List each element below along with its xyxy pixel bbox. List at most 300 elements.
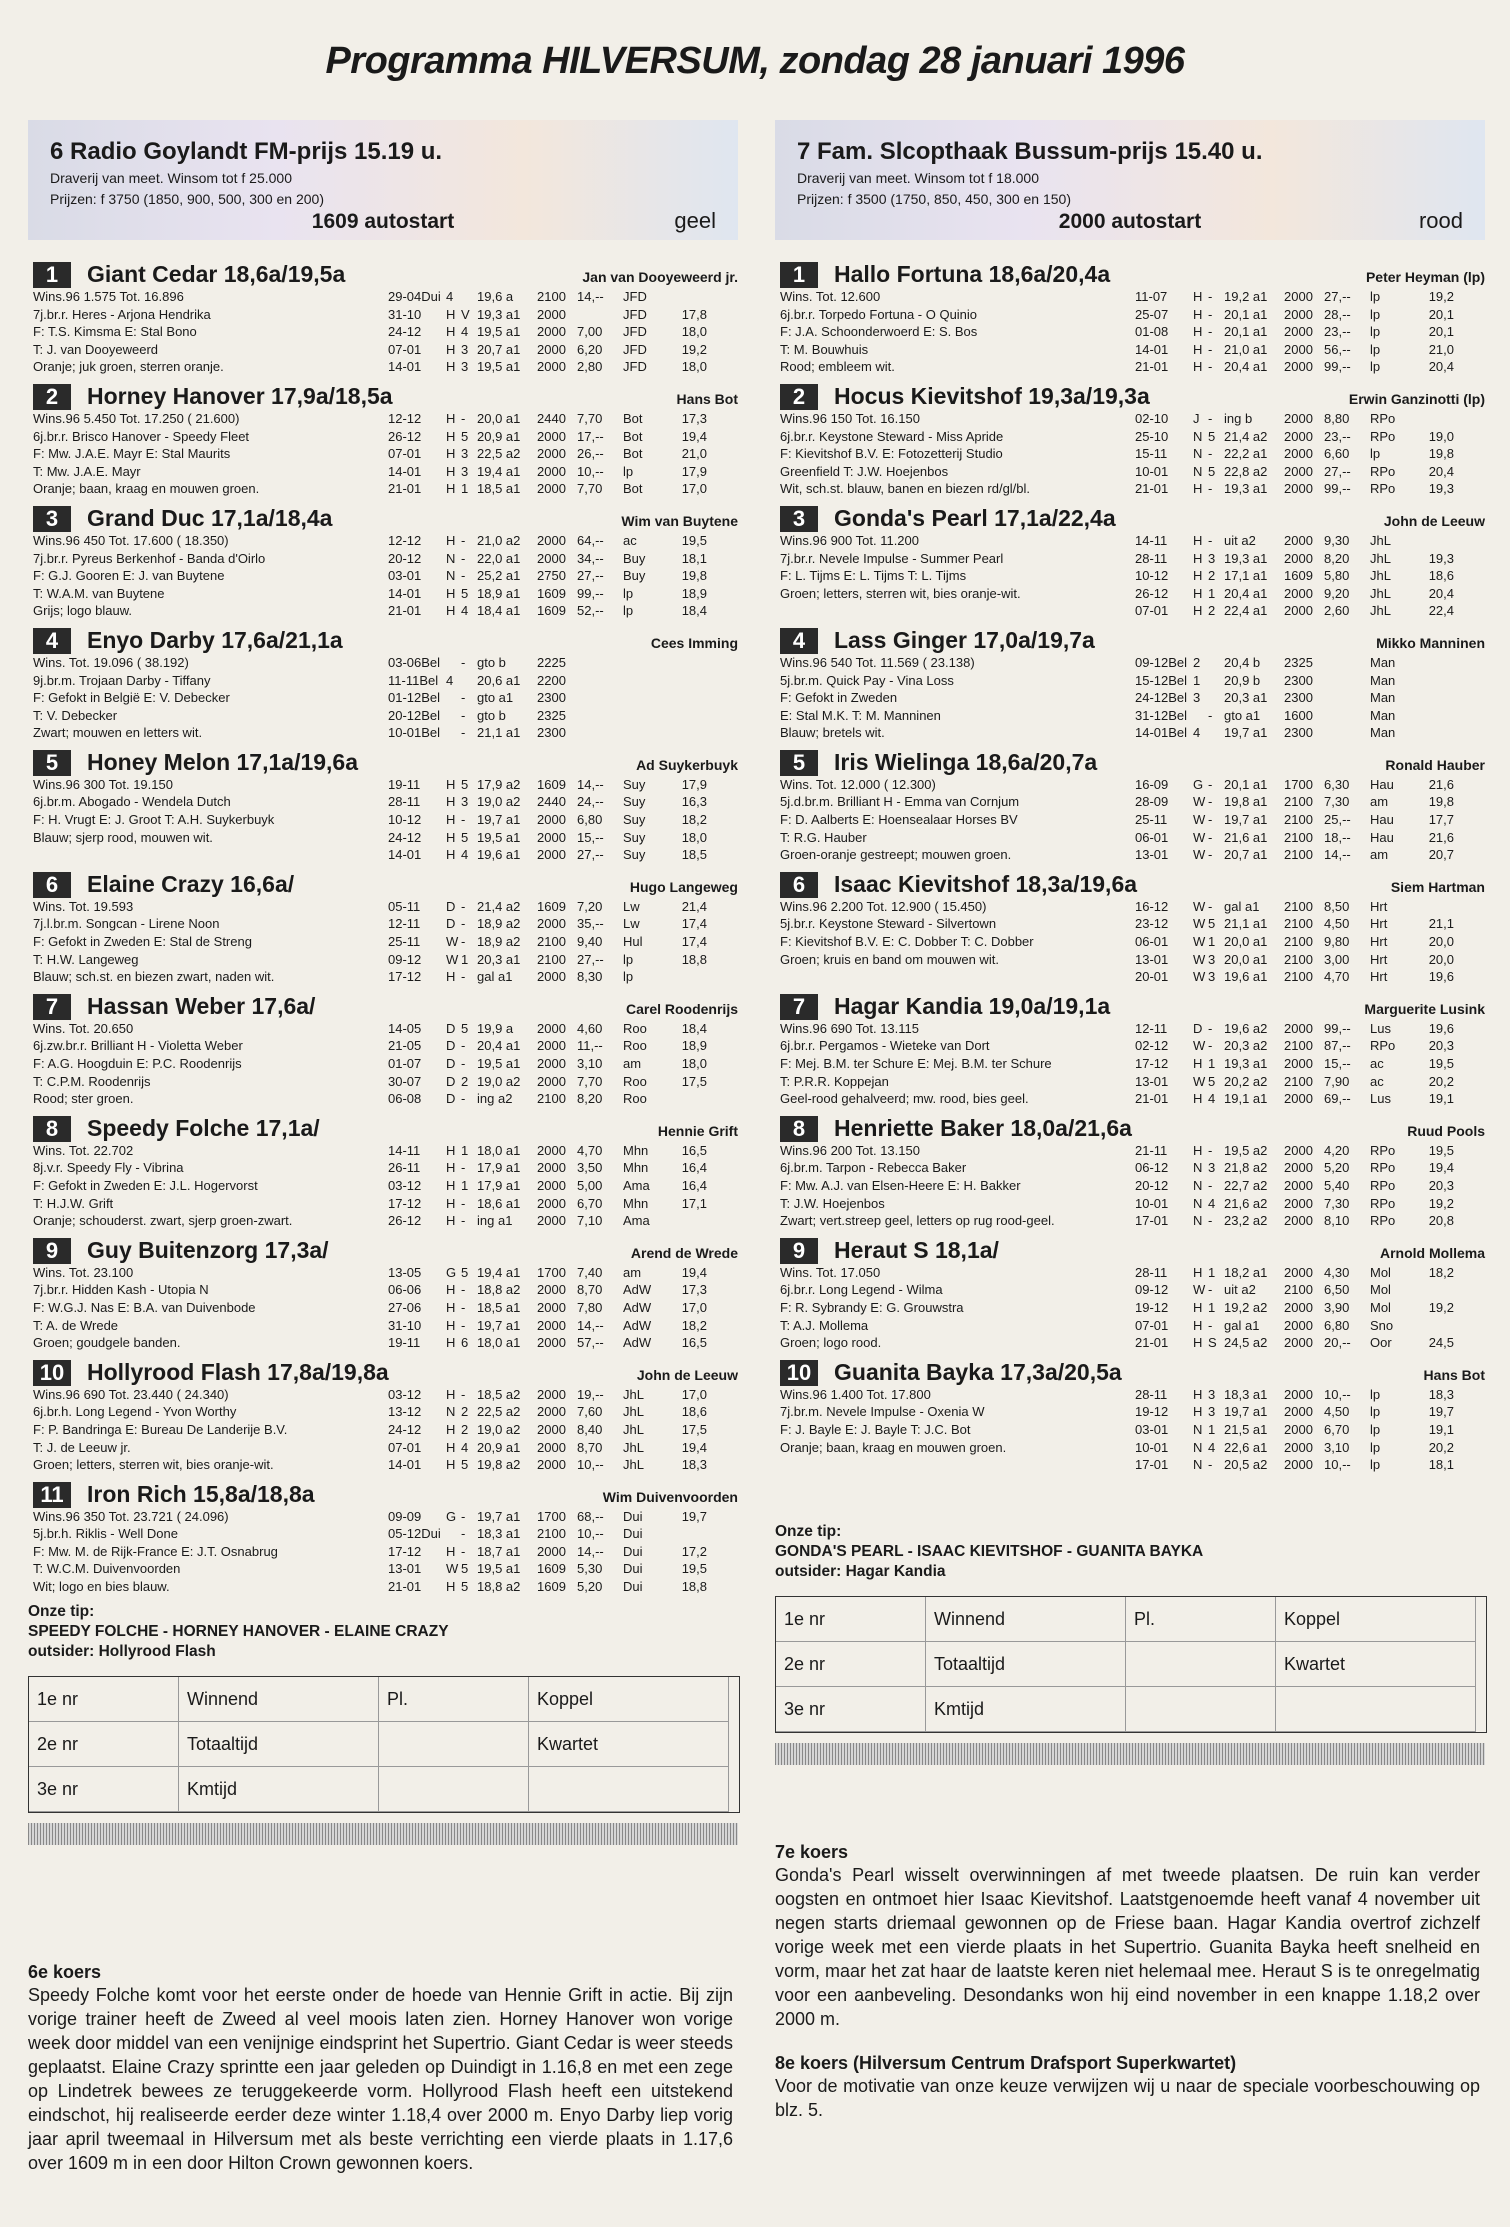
form-row	[388, 829, 738, 847]
horse-info	[28, 288, 388, 376]
form-cell: gal a1	[1224, 898, 1260, 914]
bet-pl-field[interactable]: Pl.	[1126, 1597, 1276, 1642]
form-cell: 2100	[1284, 934, 1313, 950]
form-cell: 19,6 a1	[1224, 969, 1268, 985]
form-cell	[667, 672, 707, 690]
form-cell: H	[446, 359, 456, 375]
form-cell: lp	[1370, 1386, 1381, 1402]
form-cell	[577, 724, 623, 742]
form-cell: 20,3	[1428, 1038, 1454, 1054]
horse-trainer: Wim van Buytene	[621, 512, 738, 529]
form-cell: 2100	[1284, 1038, 1313, 1054]
horse-number-badge: 1	[33, 262, 71, 288]
form-cell: 2000	[537, 1020, 566, 1036]
form-cell: 3	[1208, 1386, 1216, 1402]
form-cell: H	[1193, 1386, 1203, 1402]
form-cell: -	[461, 1195, 466, 1211]
horse-header	[775, 258, 1485, 288]
form-cell: H	[446, 1299, 456, 1315]
form-cell: 06-12	[1135, 1160, 1169, 1176]
race-7-column	[775, 120, 1485, 1765]
horse-info-line: T: R.G. Hauber	[780, 829, 867, 845]
form-cell: 4	[461, 324, 469, 340]
form-cell: JhL	[1370, 585, 1391, 601]
form-cell: 34,--	[577, 550, 604, 566]
form-cell: 19,6 a1	[477, 847, 521, 863]
form-cell: -	[461, 1160, 466, 1176]
form-cell: ac	[623, 532, 637, 548]
form-cell: gto a1	[1224, 707, 1261, 723]
form-cell: 17,7	[1428, 812, 1454, 828]
form-cell: 17,9	[681, 776, 707, 792]
form-cell: 24-12	[388, 324, 422, 340]
form-cell: am	[623, 1264, 642, 1280]
form-cell: 2000	[537, 1457, 566, 1473]
horse-info-line: 7j.br.r. Heres - Arjona Hendrika	[33, 306, 211, 322]
form-cell: 20,4 a1	[1224, 359, 1268, 375]
form-cell: 2	[1208, 603, 1216, 619]
form-cell: 5	[461, 1020, 469, 1036]
form-cell: 28-11	[388, 794, 421, 810]
form-cell: 10,--	[577, 1526, 604, 1542]
form-cell: 18,2	[1428, 1264, 1454, 1280]
horse-entry	[775, 624, 1485, 742]
form-row	[1135, 1142, 1485, 1160]
form-cell: lp	[1370, 1404, 1381, 1420]
form-cell: 19,--	[577, 1386, 604, 1402]
form-cell: 18,4	[681, 603, 707, 619]
form-cell: 14,--	[577, 1543, 604, 1559]
horse-entry	[775, 1356, 1485, 1474]
horse-info-line: T: J. van Dooyeweerd	[33, 341, 159, 357]
horse-number-badge: 2	[33, 384, 71, 410]
horse-info-line: 8j.v.r. Speedy Fly - Vibrina	[33, 1160, 184, 1176]
form-cell: 25-10	[1135, 428, 1169, 444]
form-cell: Suy	[623, 776, 646, 792]
form-cell: 19,2	[681, 341, 707, 357]
form-cell	[577, 672, 623, 690]
form-cell: RPo	[1370, 1142, 1396, 1158]
form-cell: JhL	[1370, 550, 1391, 566]
horse-info-line: F: Mw. A.J. van Elsen-Heere E: H. Bakker	[780, 1177, 1021, 1193]
horse-form-table	[388, 1142, 738, 1230]
form-cell: -	[461, 934, 466, 950]
form-cell: -	[461, 654, 466, 670]
form-cell: Roo	[623, 1038, 647, 1054]
form-cell: 3	[1208, 969, 1216, 985]
form-cell: 13-01	[388, 1561, 422, 1577]
form-row	[388, 1020, 738, 1038]
form-cell: H	[446, 585, 456, 601]
form-row	[388, 480, 738, 498]
form-row	[388, 1508, 738, 1526]
horse-info-line: Zwart; mouwen en letters wit.	[33, 725, 203, 741]
form-cell	[667, 288, 707, 306]
form-row	[1135, 1299, 1485, 1317]
form-cell: H	[446, 532, 456, 548]
form-cell: JhL	[1370, 568, 1391, 584]
form-cell: 10,--	[577, 463, 604, 479]
form-cell: 22,5 a2	[477, 446, 521, 462]
horse-info-line: Wins.96 690 Tot. 23.440 ( 24.340)	[33, 1386, 229, 1402]
form-cell: 3,50	[577, 1160, 603, 1176]
form-cell: 4	[461, 603, 469, 619]
form-cell: lp	[1370, 446, 1381, 462]
horse-info	[775, 410, 1135, 498]
form-cell: 18,0	[681, 324, 707, 340]
horse-header	[28, 1478, 738, 1508]
form-cell: 14-01	[388, 359, 422, 375]
form-cell: 19,5	[1428, 1142, 1454, 1158]
form-cell: lp	[1370, 306, 1381, 322]
form-cell: Roo	[623, 1020, 647, 1036]
form-cell: 1609	[537, 898, 566, 914]
bet-kwartet-field[interactable]: Kwartet	[1276, 1642, 1476, 1687]
form-cell: 14-11	[388, 1142, 421, 1158]
form-cell: 22,8 a2	[1224, 463, 1268, 479]
form-cell: 2	[1208, 568, 1216, 584]
horse-info-line: 5j.br.r. Keystone Steward - Silvertown	[780, 916, 997, 932]
form-cell: Suy	[623, 794, 646, 810]
form-cell: W	[1193, 898, 1206, 914]
form-cell: 4	[461, 1439, 469, 1455]
form-cell: lp	[623, 969, 634, 985]
form-cell: 27,--	[577, 568, 604, 584]
form-cell: 2000	[537, 1160, 566, 1176]
form-cell: 21,4	[681, 898, 707, 914]
form-cell: H	[446, 829, 456, 845]
form-cell: 16,4	[681, 1160, 707, 1176]
form-cell: 18,5	[681, 847, 707, 863]
form-cell: 2000	[1284, 1177, 1313, 1193]
form-cell: 25,--	[1324, 812, 1351, 828]
form-cell: 7,10	[577, 1213, 603, 1229]
form-cell	[667, 707, 707, 725]
form-cell: -	[1208, 1457, 1213, 1473]
form-cell	[667, 1525, 707, 1543]
form-cell: AdW	[623, 1299, 652, 1315]
form-cell: 8,80	[1324, 410, 1350, 426]
horse-info-line: Wins.96 1.400 Tot. 17.800	[780, 1386, 931, 1402]
form-cell: 03-12	[388, 1386, 422, 1402]
form-row	[1135, 1281, 1485, 1299]
horse-header	[28, 1234, 738, 1264]
bet-totaaltijd-field[interactable]: Totaaltijd	[926, 1642, 1126, 1687]
horse-info-line: 7j.l.br.m. Songcan - Lirene Noon	[33, 916, 220, 932]
form-cell: 19,7 a1	[477, 1317, 521, 1333]
form-cell: 1700	[537, 1264, 566, 1280]
bet-form	[775, 1596, 1487, 1733]
bet-totaaltijd-field[interactable]: Totaaltijd	[179, 1722, 379, 1767]
form-cell: 5	[461, 1579, 469, 1595]
form-row	[388, 1456, 738, 1474]
form-cell: 2000	[1284, 1160, 1313, 1176]
form-row	[1135, 445, 1485, 463]
tip-outsider: outsider: Hagar Kandia	[775, 1562, 946, 1580]
form-cell: 1	[1208, 1264, 1216, 1280]
form-cell: 20-12Bel	[388, 707, 441, 723]
form-cell	[1208, 724, 1224, 742]
horse-form-table	[388, 654, 738, 742]
form-cell: 24,--	[577, 794, 604, 810]
form-cell: 3	[461, 794, 469, 810]
horse-details	[775, 532, 1485, 620]
form-cell: 15-12Bel	[1135, 672, 1188, 688]
horse-form-table	[1135, 654, 1485, 742]
form-cell: JhL	[623, 1439, 644, 1455]
form-row	[1135, 898, 1485, 916]
horse-info-line: T: M. Bouwhuis	[780, 341, 869, 357]
form-cell: 19,6	[1428, 969, 1454, 985]
form-row	[388, 1073, 738, 1091]
form-cell: -	[461, 1386, 466, 1402]
form-cell	[577, 306, 623, 324]
form-cell	[446, 1525, 461, 1543]
form-cell: Dui	[623, 1561, 643, 1577]
horse-info	[28, 1020, 388, 1108]
form-cell: W	[1193, 1282, 1206, 1298]
form-cell: 12-12	[388, 410, 422, 426]
bet-pl-field[interactable]: Pl.	[379, 1677, 529, 1722]
form-cell: 21-11	[1135, 1142, 1168, 1158]
form-cell: 5	[461, 1561, 469, 1577]
form-cell: 2000	[537, 1421, 566, 1437]
horse-form-table	[388, 410, 738, 498]
form-cell: 20-01	[1135, 969, 1169, 985]
form-cell: 21-01	[388, 603, 422, 619]
form-row	[388, 1055, 738, 1073]
form-cell: 3	[1208, 1160, 1216, 1176]
form-cell: H	[446, 1213, 456, 1229]
form-cell: 2	[1193, 654, 1201, 670]
form-row	[1135, 672, 1485, 690]
horse-info-line: T: A.J. Mollema	[780, 1317, 869, 1333]
form-cell: 21,0	[1428, 341, 1454, 357]
form-cell: 19,7 a1	[477, 1508, 521, 1524]
horse-number-badge: 3	[33, 506, 71, 532]
horse-header	[28, 990, 738, 1020]
form-cell: -	[461, 812, 466, 828]
form-cell: H	[1193, 1142, 1203, 1158]
form-row	[388, 1195, 738, 1213]
horse-info-line: Wit, sch.st. blauw, banen en biezen rd/gl/bl.	[780, 481, 1031, 497]
bet-form	[28, 1676, 740, 1813]
form-cell: 22,4	[1428, 603, 1454, 619]
form-cell: ing a1	[477, 1213, 513, 1229]
form-cell: D	[446, 1056, 456, 1071]
form-cell: H	[446, 1457, 456, 1473]
form-cell: H	[1193, 1317, 1203, 1333]
horse-entry	[28, 1356, 738, 1474]
form-row	[1135, 288, 1485, 306]
form-cell: 20,2	[1428, 1073, 1454, 1089]
form-row	[388, 358, 738, 376]
horse-info-line: 5j.br.m. Quick Pay - Vina Loss	[780, 672, 954, 688]
bet-koppel-field[interactable]: Koppel	[529, 1677, 729, 1722]
form-cell: 1600	[1284, 707, 1313, 723]
form-cell: JhL	[1370, 532, 1391, 548]
form-cell: 19,3 a1	[1224, 1056, 1268, 1071]
form-cell: 20,4	[1428, 585, 1454, 601]
form-cell: 12-11	[1135, 1020, 1168, 1036]
form-cell: -	[461, 1543, 466, 1559]
horse-info-line: T: P.R.R. Koppejan	[780, 1073, 889, 1089]
form-cell: 31-10	[388, 1317, 422, 1333]
horse-number-badge: 7	[33, 994, 71, 1020]
form-cell: -	[461, 898, 466, 914]
horse-header	[28, 380, 738, 410]
form-cell: 20,0	[1428, 951, 1454, 967]
horse-details	[28, 1386, 738, 1474]
form-cell	[1324, 689, 1370, 707]
horse-info-line: Blauw; sch.st. en biezen zwart, naden wit.	[33, 969, 275, 985]
bet-kmtijd-field[interactable]: Kmtijd	[179, 1767, 379, 1812]
form-cell: H	[446, 428, 456, 444]
tip-outsider: outsider: Hollyrood Flash	[28, 1642, 216, 1660]
horse-entry	[775, 380, 1485, 498]
form-cell: 24-12Bel	[1135, 690, 1188, 706]
form-cell	[577, 654, 623, 672]
form-cell: 7,70	[577, 410, 603, 426]
form-cell: 15,--	[1324, 1056, 1351, 1071]
form-cell: 26-12	[388, 1213, 422, 1229]
horse-info-line: 9j.br.m. Trojaan Darby - Tiffany	[33, 672, 211, 688]
bet-koppel-field[interactable]: Koppel	[1276, 1597, 1476, 1642]
form-cell: H	[446, 603, 456, 619]
form-cell: 19,5 a2	[1224, 1142, 1268, 1158]
form-cell: Roo	[623, 1073, 647, 1089]
form-row	[388, 463, 738, 481]
form-cell: 19,4	[681, 1264, 707, 1280]
form-cell: 26,--	[577, 446, 604, 462]
form-cell: 19,0 a2	[477, 1421, 521, 1437]
form-cell: 30-07	[388, 1073, 422, 1089]
form-cell: 24,5 a2	[1224, 1335, 1268, 1351]
form-cell: 14-01	[1135, 341, 1169, 357]
form-row	[388, 550, 738, 568]
form-row	[388, 933, 738, 951]
race-start-type: 1609 autostart	[311, 210, 455, 233]
form-cell: ac	[1370, 1056, 1384, 1071]
horse-entry	[28, 1478, 738, 1596]
form-cell	[1414, 1317, 1454, 1335]
form-cell: Ama	[623, 1177, 650, 1193]
bet-empty-cell	[529, 1767, 729, 1812]
our-tip	[28, 1602, 738, 1662]
bet-kmtijd-field[interactable]: Kmtijd	[926, 1687, 1126, 1732]
race-conditions: Draverij van meet. Winsom tot f 18.000	[797, 170, 1039, 186]
horse-info-line: Wins.96 1.575 Tot. 16.896	[33, 289, 184, 304]
form-cell: 6,60	[1324, 446, 1350, 462]
bet-empty-cell	[379, 1767, 529, 1812]
form-cell: -	[461, 725, 466, 741]
form-cell: 01-08	[1135, 324, 1169, 340]
form-row	[1135, 1264, 1485, 1282]
form-cell: 20,7 a1	[1224, 847, 1268, 863]
horse-info-line: T: V. Debecker	[33, 707, 118, 723]
form-cell	[1414, 724, 1454, 742]
bet-row-2-label: 2e nr	[29, 1722, 179, 1767]
form-cell: 23,2 a2	[1224, 1213, 1268, 1229]
form-cell: 7,40	[577, 1264, 603, 1280]
horse-form-table	[1135, 1264, 1485, 1352]
bet-kwartet-field[interactable]: Kwartet	[529, 1722, 729, 1767]
form-cell: Hul	[623, 934, 643, 950]
form-cell: AdW	[623, 1282, 652, 1298]
horse-info-line: F: Mw. M. de Rijk-France E: J.T. Osnabrug	[33, 1543, 278, 1559]
form-cell: 2000	[537, 1543, 566, 1559]
form-cell: RPo	[1370, 1160, 1396, 1176]
horse-trainer: Jan van Dooyeweerd jr.	[582, 269, 738, 285]
form-row	[388, 1037, 738, 1055]
horse-info-line: F: Gefokt in België E: V. Debecker	[33, 690, 230, 706]
horse-info	[28, 898, 388, 986]
form-cell: 01-07	[388, 1056, 422, 1071]
form-cell: H	[446, 1195, 456, 1211]
form-cell: 21,6 a2	[1224, 1195, 1268, 1211]
bet-winnend-field[interactable]: Winnend	[926, 1597, 1126, 1642]
form-cell: 19-11	[388, 776, 421, 792]
form-cell: 28-11	[1135, 550, 1168, 566]
horse-info-line: Wins.96 450 Tot. 17.600 ( 18.350)	[33, 532, 229, 548]
race-8-analysis-heading: 8e koers (Hilversum Centrum Drafsport Superkwartet)	[775, 2053, 1237, 2073]
horse-form-table	[1135, 1020, 1485, 1108]
form-cell: 20,3 a1	[1224, 690, 1268, 706]
horse-info-line: 6j.br.m. Abogado - Wendela Dutch	[33, 794, 231, 810]
form-cell: 19,2	[1428, 289, 1454, 304]
our-tip	[775, 1522, 1485, 1582]
race-6-analysis-text: Speedy Folche komt voor het eerste onder de hoede van Hennie Grift in actie. Bij zijn vorige trainer heeft de Zweed al veel moois laten zien. Horney Hanover won vorige week door middel van een venijnige eindsprint het Supertrio. Giant Cedar is weer steeds geplaatst. Elaine Crazy sprintte een jaar geleden op Duindigt in 1.16,8 en met een zege op Lindetrek bewees ze teruggekeerde vorm. Hollyrood Flash heeft een uitstekend eindschot, hij realiseerde eerder deze winter 1.18,4 over 2000 m. Enyo Darby liep vorig jaar april tweemaal in Hilversum met als beste verrichting een vierde plaats in 1.17,6 over 1609 m in een door Hilton Crown gewonnen koers.	[28, 1985, 733, 2173]
race-7-analysis	[775, 1842, 1480, 2122]
horse-info-line: T: C.P.M. Roodenrijs	[33, 1073, 151, 1089]
form-row	[388, 428, 738, 446]
horse-entry	[775, 1234, 1485, 1352]
form-row	[388, 567, 738, 585]
horse-number-badge: 6	[780, 872, 818, 898]
form-cell: W	[446, 1561, 459, 1577]
form-cell: 19,8	[1428, 794, 1454, 810]
form-cell: H	[1193, 1299, 1203, 1315]
form-cell: 20,1	[1428, 324, 1454, 340]
form-cell: 27,--	[1324, 289, 1351, 304]
form-cell: 07-01	[1135, 603, 1169, 619]
form-cell: 20,4	[1428, 463, 1454, 479]
form-cell: 26-11	[388, 1160, 421, 1176]
bet-winnend-field[interactable]: Winnend	[179, 1677, 379, 1722]
horse-number-badge: 5	[780, 750, 818, 776]
form-cell	[1324, 672, 1370, 690]
form-cell: 21-01	[1135, 1091, 1169, 1107]
horse-info	[775, 898, 1135, 986]
form-cell: lp	[623, 463, 634, 479]
form-cell: 18,3	[681, 1457, 707, 1473]
form-cell: 21-01	[1135, 1335, 1169, 1351]
form-cell: W	[1193, 1038, 1206, 1054]
horse-info-line: Blauw; sjerp rood, mouwen wit.	[33, 829, 213, 845]
horse-info-line: Wins. Tot. 12.600	[780, 289, 881, 304]
form-row	[388, 1090, 738, 1108]
form-row	[388, 1334, 738, 1352]
horse-details	[28, 532, 738, 620]
form-cell: 18,2	[681, 1317, 707, 1333]
form-cell: 2000	[1284, 341, 1313, 357]
form-cell: 7,30	[1324, 1195, 1350, 1211]
form-cell: N	[1193, 1213, 1203, 1229]
form-cell: 21,6	[1428, 829, 1454, 845]
form-cell: 20,9 b	[1224, 672, 1261, 688]
form-cell: RPo	[1370, 481, 1396, 497]
form-cell: 17,0	[681, 481, 707, 497]
